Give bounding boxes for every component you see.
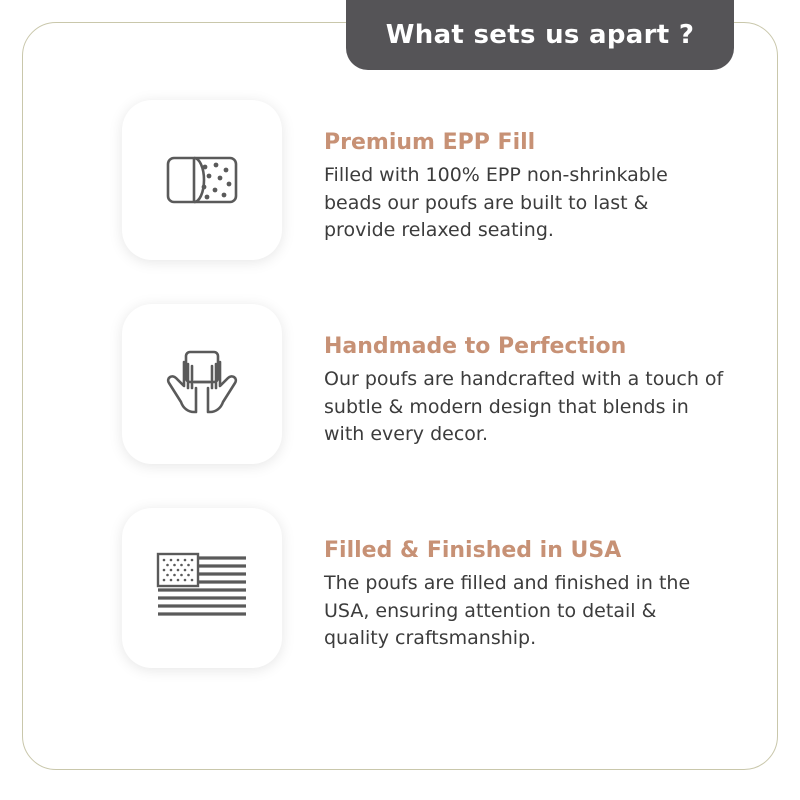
feature-text: [324, 508, 724, 653]
feature-description: Filled with 100% EPP non-shrinkable beads our poufs are built to last & provide relaxed seating.: [324, 164, 668, 242]
feature-list: [0, 100, 800, 712]
feature-description: The poufs are filled and finished in the USA, ensuring attention to detail & quality craftsmanship.: [324, 572, 691, 650]
feature-row: [0, 100, 800, 260]
feature-title: Filled & Finished in USA: [324, 538, 622, 563]
feature-text: [324, 304, 724, 449]
feature-row: [0, 304, 800, 464]
feature-title: Premium EPP Fill: [324, 130, 536, 155]
usa-flag-icon: [152, 548, 252, 628]
feature-text: [324, 100, 724, 245]
feature-row: [0, 508, 800, 668]
feature-title: Handmade to Perfection: [324, 334, 627, 359]
feature-icon-card: [122, 100, 282, 260]
feature-description: Our poufs are handcrafted with a touch of subtle & modern design that blends in with every decor.: [324, 368, 724, 446]
feature-icon-card: [122, 508, 282, 668]
header-banner: [346, 0, 734, 70]
hands-holding-pouf-icon: [150, 332, 254, 436]
feature-icon-card: [122, 304, 282, 464]
pouf-beads-icon: [154, 132, 250, 228]
page-title: What sets us apart ?: [385, 20, 695, 50]
